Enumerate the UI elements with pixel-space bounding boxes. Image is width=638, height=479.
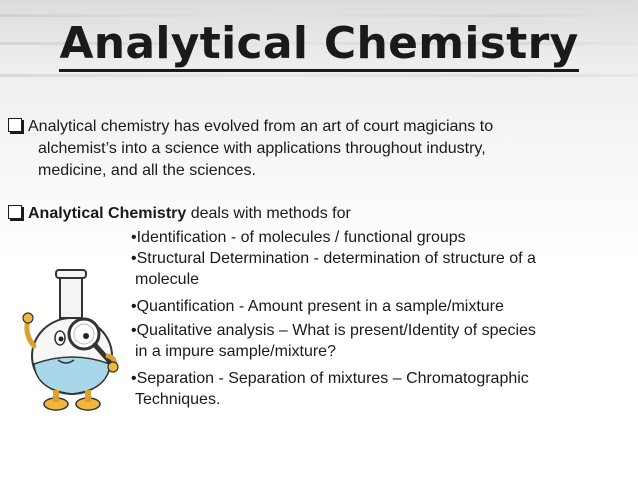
header-band [0,14,638,17]
checkbox-bullet-icon [8,118,22,132]
checkbox-bullet-icon [8,205,22,219]
intro-line: medicine, and all the sciences. [38,162,256,179]
term-bold: Analytical Chemistry [28,205,187,222]
method-item: •Separation - Separation of mixtures – Chromatographic Techniques. [131,370,529,408]
method-item: •Quantification - Amount present in a sample/mixture [131,298,504,315]
method-item: •Identification - of molecules / functional groups [131,229,466,246]
intro-paragraph [8,116,493,182]
intro-line: alchemist’s into a science with applications throughout industry, [38,140,486,157]
flask-mascot-icon [22,268,122,418]
methods-heading [8,203,351,225]
method-item: •Qualitative analysis – What is present/Identity of species in a impure sample/mixture? [131,322,536,360]
method-item: •Structural Determination - determination of structure of a molecule [131,250,536,288]
slide-title: Analytical Chemistry [0,18,638,69]
header-band [0,74,638,77]
methods-heading-text: deals with methods for [186,205,351,222]
intro-line: Analytical chemistry has evolved from an art of court magicians to [28,118,494,135]
